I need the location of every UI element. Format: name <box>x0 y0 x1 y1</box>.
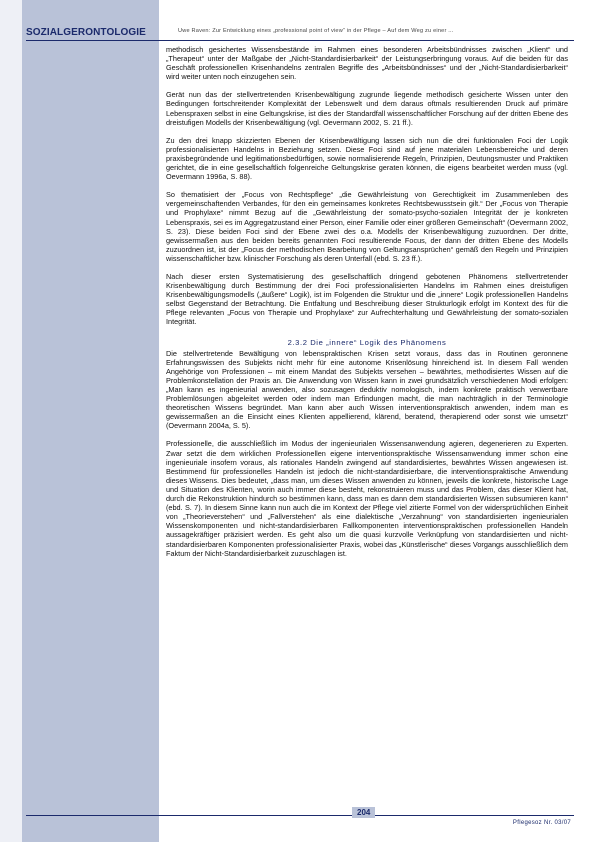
journal-logo: SOZIALGERONTOLOGIE <box>26 27 146 38</box>
article-body <box>166 45 568 558</box>
journal-issue: Pflegesoz Nr. 03/07 <box>512 820 571 826</box>
sidebar-stripe <box>22 0 159 842</box>
paragraph: Nach dieser ersten Systematisierung des gesellschaftlich dringend gebotenen Phänomens stellvertretender Krisenbewältigung durch Bestimmung der drei Foci professionalisierten Handelns im Rahmen eines dreistufigen Krisenbewältigungsmodells („äußere“ Logik), ist im Folgenden die Struktur und die „innere“ Logik professionellen Handelns selbst Gegenstand der Betrachtung. Die Entfaltung und Beschreibung dieser Strukturlogik erfolgt im Kontext des für die Pflege relevanten „Focus von Therapie und Prophylaxe“ zur Aufrechterhaltung und Gewährleistung der somato-sozialen Integrität. <box>166 271 568 327</box>
sidebar-background <box>0 0 158 842</box>
section-heading: 2.3.2 Die „innere“ Logik des Phänomens <box>287 337 447 347</box>
header-divider <box>26 40 574 41</box>
paragraph: So thematisiert der „Focus von Rechtspflege“ „die Gewährleistung von Gerechtigkeit im Zusammenleben des vergemeinschaftenden Verbandes, für den ein gemeinsames konkretes Rechtsbewusstsein gilt.“ Der „Focus von Therapie und Prophylaxe“ nimmt Bezug auf die „Gewährleistung der somato-psycho-sozialen Integrität der je konkreten Lebenspraxis, sei es im Aggregatzustand einer Person, einer Familie oder einer größeren Gemeinschaft“ (Oevermann 2002, S. 23). Diese beiden Foci sind der Ebene zwei des o.a. Modells der Krisenbewältigung zuzuordnen. Der dritte, gewissermaßen aus den beiden bereits genannten Foci resultierende Focus, der dann der dritten Ebene des Modells zuzuordnen ist, ist der „Focus der methodischen Bearbeitung von Geltungsansprüchen“ gemäß den Regeln und Prinzipien wissenschaftlicher bzw. klinischer Forschung als deren Unterfall (ebd. S. 23 ff.). <box>166 190 568 263</box>
footer-divider <box>26 815 574 816</box>
page-number: 204 <box>352 807 375 818</box>
paragraph: Professionelle, die ausschließlich im Modus der ingenieurialen Wissensanwendung agieren, degenerieren zu Experten. Zwar setzt die dem wirklichen Professionellen eigene interventionspraktische Wissensanwendung immer schon eine ingenieuriale insofern voraus, als rationales Handeln zwingend auf standardisiertes, bewährtes Wissen angewiesen ist. Bestimmend für professionelles Handeln ist jedoch die nicht-standardisierbare, die interventionspraktische Anwendung dieses Wissens. Dies bedeutet, „dass man, um dieses Wissen anwenden zu können, jeweils die konkrete, historische Lage und Situation des Klienten, worin auch immer diese besteht, rekonstruieren muss und das Problem, das dieser Klient hat, durch die Rekonstruktion hindurch so bestimmen kann, dass man es dann dem standardisierten Wissen subsumieren kann“ (ebd. S. 7). In diesem Sinne kann nun auch die im Kontext der Pflege viel zitierte Formel von der widersprüchlichen Einheit von „Theorieverstehen“ und „Fallverstehen“ als eine dialektische „Verzahnung“ von standardisierten ingenieurialen Wissenskomponenten und nicht-standardisierbaren Fallkomponenten interventionspraktischen professionellen Handeln aussagekräftiger präzisiert werden. Es geht also um die quasi kurzvolle Verknüpfung von standardisierten und nicht-standardisierbaren Komponenten professionalisierter Praxis, wobei das „Künstlerische“ dieses Vorgangs ausschließlich dem Faktum der Nicht-Standardisierbarkeit zuzuschlagen ist. <box>166 439 568 558</box>
paragraph: Gerät nun das der stellvertretenden Krisenbewältigung zugrunde liegende methodisch gesicherte Wissen unter den Bedingungen fortschreitender Komplexität der Lebenswelt und dem daraus oftmals resultierenden Druck auf primäre Lebenspraxen selbst in eine Geltungskrise, ist dies der Standardfall wissenschaftlicher Forschung auf der dritten Ebene des dreistufigen Modells der Krisenbewältigung (vgl. Oevermann 2002, S. 21 ff.). <box>166 90 568 127</box>
paragraph: Zu den drei knapp skizzierten Ebenen der Krisenbewältigung lassen sich nun die drei funktionalen Foci der Logik professionalisierten Handelns in Beziehung setzen. Diese Foci sind auf jene materialen Lebensbereiche und deren praxisbegründende und legitimationsbedürftigen, sowie normalisierende Regeln, Prinzipien, Deutungsmuster und Praktiken gerichtet, die in eine gesellschaftlich folgenreiche Geltungskrise geraten können, die eigens bearbeitet werden muss (vgl. Oevermann 1996a, S. 88). <box>166 135 568 182</box>
paragraph: Die stellvertretende Bewältigung von lebenspraktischen Krisen setzt voraus, dass das in Routinen geronnene Erfahrungswissen des Subjekts nicht mehr für eine autonome Krisenlösung hinreichend ist. In diesem Fall wenden Angehörige von Professionen – mit einem Mandat des Subjekts versehen – bewährtes, methodisiertes Wissen auf die Problemkonstellation der Praxis an. Die Anwendung von Wissen kann in zwei grundsätzlich verschiedenen Modi erfolgen: „Man kann es ingenieurial anwenden, also sozusagen deduktiv nomologisch, indem konkrete praktisch verwertbare Problemlösungen abgeleitet werden oder indem man Erfindungen macht, die man nachträglich in der Terminologie theoretischen Wissens begründet. Man kann aber auch Wissen interventionspraktisch anwenden, indem man es gewissermaßen an die Einsicht eines Klienten appellierend, klärend, beratend, therapierend oder sonst wie umsetzt“ (Oevermann 2004a, S. 5). <box>166 348 568 431</box>
running-head: Uwe Raven: Zur Entwicklung eines „professional point of view“ in der Pflege – Auf dem Weg zu einer ... <box>178 28 454 34</box>
paragraph: methodisch gesichertes Wissensbestände im Rahmen eines besonderen Arbeitsbündnisses zwischen „Klient“ und „Therapeut“ unter der Maßgabe der „Nicht-Standardisierbarkeit“ der Leistungserbringung voraus. Auf die beiden für das Geschäft professionellen Krisenhandelns zentralen Begriffe des „Arbeitsbündnisses“ und der „Nicht-Standardisierbarkeit“ wird weiter unten noch einzugehen sein. <box>166 45 568 82</box>
